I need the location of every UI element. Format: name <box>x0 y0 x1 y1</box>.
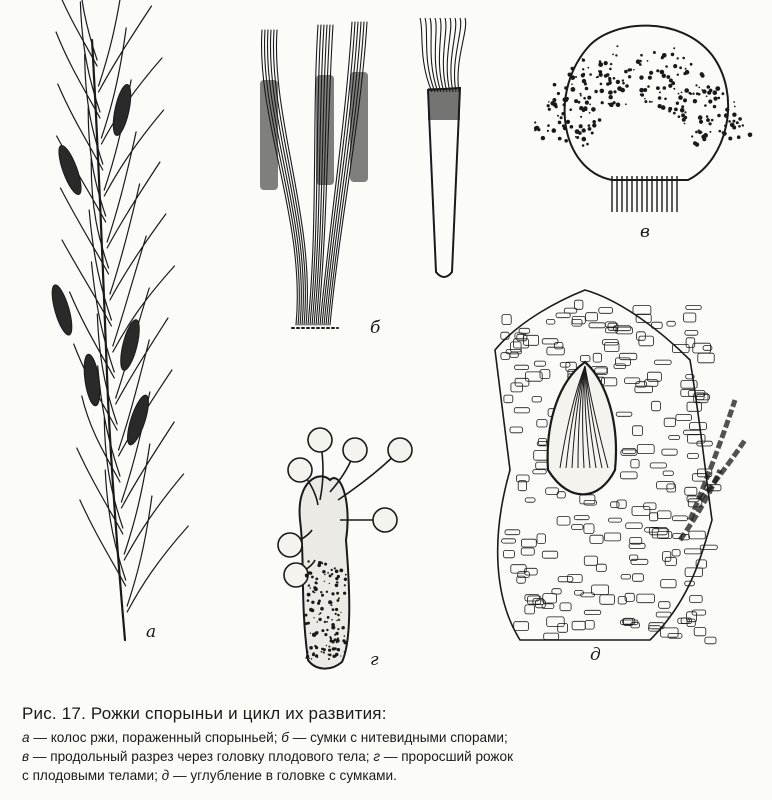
caption-title: Рис. 17. Рожки спорыньи и цикл их развития: <box>22 704 387 723</box>
caption-text: — сумки с нитевидными спорами; <box>288 730 508 745</box>
label-v: в <box>640 222 650 242</box>
caption-text: — углубление в головке с сумками. <box>169 768 397 783</box>
single-ascus-illustration <box>420 18 466 277</box>
caption-text: — колос ржи, пораженный спорыньей; <box>29 730 282 745</box>
label-g: г <box>370 650 379 670</box>
perithecium-illustration <box>495 290 745 644</box>
figure-caption <box>22 704 757 785</box>
caption-line <box>22 766 757 785</box>
caption-letter: г <box>373 749 381 764</box>
caption-text: — проросший рожок <box>380 749 514 764</box>
asci-illustration <box>260 22 368 328</box>
caption-letter: д <box>161 768 170 783</box>
caption-line <box>22 747 757 766</box>
caption-letter: б <box>281 730 289 745</box>
caption-text: с плодовыми телами; <box>22 768 162 783</box>
label-a: а <box>146 622 157 642</box>
caption-letter: а <box>22 730 30 745</box>
label-d: д <box>590 645 601 665</box>
caption-body <box>22 728 757 785</box>
rye-ear-illustration <box>48 0 188 640</box>
fruiting-head-section-illustration <box>534 26 752 212</box>
caption-text: — продольный разрез через головку плодового тела; <box>29 749 374 764</box>
caption-letter: в <box>22 749 30 764</box>
caption-line <box>22 728 757 747</box>
sprouted-ergot-illustration <box>278 428 412 669</box>
label-b: б <box>370 318 381 338</box>
